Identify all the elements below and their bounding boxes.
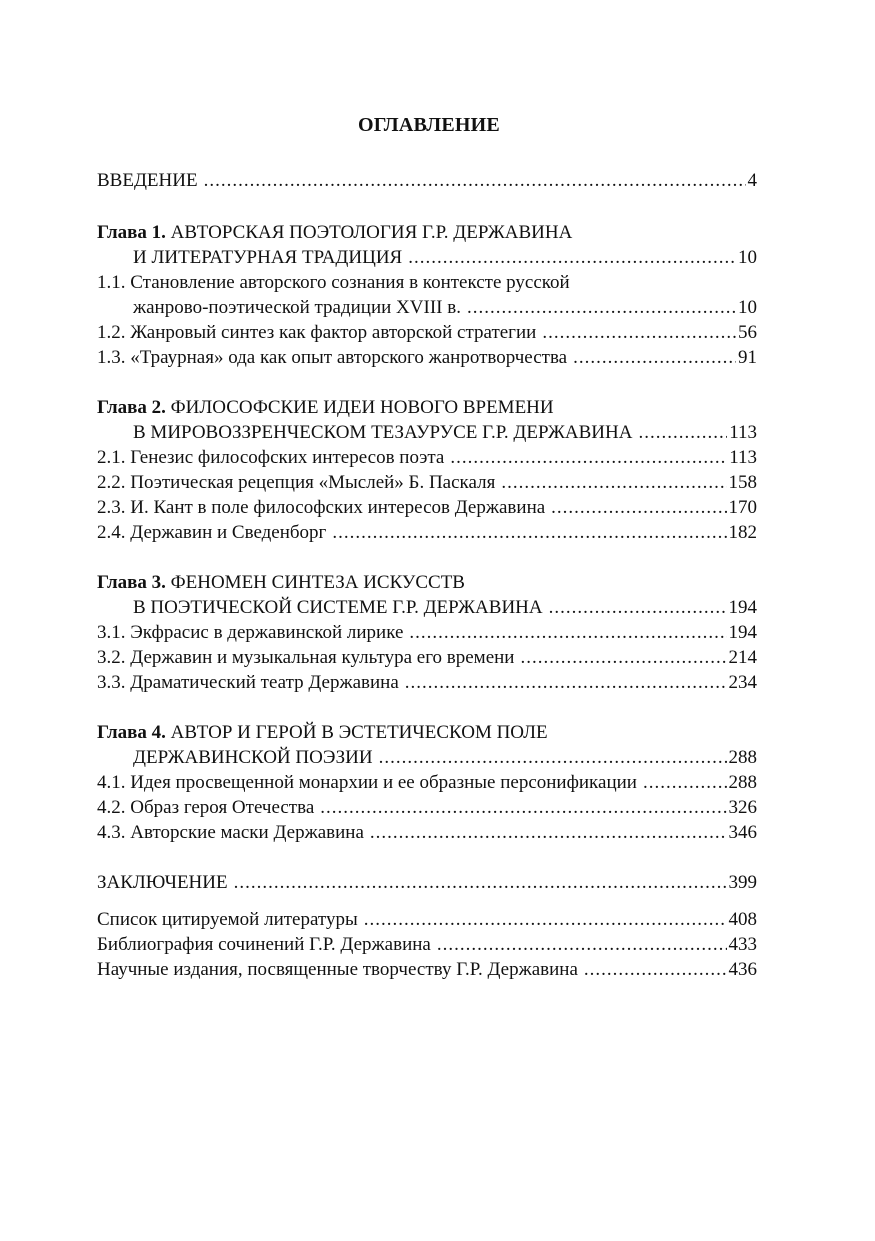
toc-entry-scholarly-editions[interactable] <box>97 957 757 982</box>
section-4-2[interactable] <box>97 795 757 820</box>
page-number: 234 <box>728 672 757 693</box>
section-3-1[interactable] <box>97 620 757 645</box>
page-number: 346 <box>728 822 757 843</box>
section-title: 4.2. Образ героя Отечества <box>97 797 315 818</box>
chapter-title-cont: В ПОЭТИЧЕСКОЙ СИСТЕМЕ Г.Р. ДЕРЖАВИНА <box>133 597 543 618</box>
section-3-2[interactable] <box>97 645 757 670</box>
chapter-label: Глава 3. <box>97 572 166 593</box>
page-number: 91 <box>738 347 757 368</box>
dot-leader <box>549 595 727 620</box>
section-2-3[interactable] <box>97 495 757 520</box>
page-number: 4 <box>747 170 757 191</box>
section-4-1[interactable] <box>97 770 757 795</box>
chapter-label: Глава 4. <box>97 722 166 743</box>
chapter-title-cont: В МИРОВОЗЗРЕНЧЕСКОМ ТЕЗАУРУСЕ Г.Р. ДЕРЖАВИНА <box>133 422 633 443</box>
chapter-4-heading-cont[interactable] <box>97 745 757 770</box>
section-4-3[interactable] <box>97 820 757 845</box>
chapter-3-heading-cont[interactable] <box>97 595 757 620</box>
page-number: 408 <box>728 909 757 930</box>
dot-leader <box>584 957 727 982</box>
section-1-1[interactable] <box>97 270 757 295</box>
page-number: 170 <box>728 497 757 518</box>
toc-entry-references[interactable] <box>97 907 757 932</box>
page-number: 56 <box>738 322 757 343</box>
page-number: 182 <box>728 522 757 543</box>
toc-entry-bibliography[interactable] <box>97 932 757 957</box>
toc-entry-conclusion[interactable] <box>97 870 757 895</box>
entry-label: ВВЕДЕНИЕ <box>97 170 198 191</box>
chapter-title: ФИЛОСОФСКИЕ ИДЕИ НОВОГО ВРЕМЕНИ <box>170 397 554 418</box>
entry-label: Научные издания, посвященные творчеству Г.Р. Державина <box>97 959 578 980</box>
page-title: ОГЛАВЛЕНИЕ <box>358 114 500 136</box>
dot-leader <box>234 870 727 895</box>
section-title: 2.2. Поэтическая рецепция «Мыслей» Б. Паскаля <box>97 472 496 493</box>
page-number: 158 <box>728 472 757 493</box>
chapter-label: Глава 1. <box>97 222 166 243</box>
dot-leader <box>501 470 726 495</box>
toc-entry-intro[interactable] <box>97 168 757 193</box>
entry-label: Библиография сочинений Г.Р. Державина <box>97 934 431 955</box>
page-number: 288 <box>728 747 757 768</box>
chapter-title: ФЕНОМЕН СИНТЕЗА ИСКУССТВ <box>170 572 465 593</box>
page-number: 436 <box>728 959 757 980</box>
dot-leader <box>332 520 726 545</box>
section-title: 2.1. Генезис философских интересов поэта <box>97 447 445 468</box>
dot-leader <box>408 245 736 270</box>
chapter-title: АВТОР И ГЕРОЙ В ЭСТЕТИЧЕСКОМ ПОЛЕ <box>170 722 548 743</box>
chapter-3-heading[interactable] <box>97 570 757 595</box>
dot-leader <box>643 770 727 795</box>
section-1-1-cont[interactable] <box>97 295 757 320</box>
dot-leader <box>379 745 727 770</box>
section-3-3[interactable] <box>97 670 757 695</box>
entry-label: ЗАКЛЮЧЕНИЕ <box>97 872 228 893</box>
section-title-cont: жанрово-поэтической традиции XVIII в. <box>133 297 461 318</box>
section-title: 1.1. Становление авторского сознания в контексте русской <box>97 272 570 293</box>
chapter-title-cont: И ЛИТЕРАТУРНАЯ ТРАДИЦИЯ <box>133 247 403 268</box>
dot-leader <box>370 820 727 845</box>
page-number: 326 <box>728 797 757 818</box>
dot-leader <box>551 495 726 520</box>
dot-leader <box>638 420 727 445</box>
dot-leader <box>204 168 746 193</box>
dot-leader <box>409 620 726 645</box>
section-2-2[interactable] <box>97 470 757 495</box>
entry-label: Список цитируемой литературы <box>97 909 358 930</box>
section-2-1[interactable] <box>97 445 757 470</box>
section-title: 1.3. «Траурная» ода как опыт авторского жанротворчества <box>97 347 568 368</box>
chapter-1-heading-cont[interactable] <box>97 245 757 270</box>
table-of-contents <box>97 168 757 982</box>
dot-leader <box>320 795 726 820</box>
section-title: 2.4. Державин и Сведенборг <box>97 522 327 543</box>
chapter-label: Глава 2. <box>97 397 166 418</box>
dot-leader <box>467 295 736 320</box>
section-1-3[interactable] <box>97 345 757 370</box>
chapter-2-heading[interactable] <box>97 395 757 420</box>
chapter-title-cont: ДЕРЖАВИНСКОЙ ПОЭЗИИ <box>133 747 373 768</box>
chapter-4-heading[interactable] <box>97 720 757 745</box>
page-number: 399 <box>728 872 757 893</box>
page-number: 113 <box>729 447 757 468</box>
dot-leader <box>437 932 727 957</box>
section-1-2[interactable] <box>97 320 757 345</box>
chapter-1-heading[interactable] <box>97 220 757 245</box>
section-title: 4.3. Авторские маски Державина <box>97 822 364 843</box>
chapter-2-heading-cont[interactable] <box>97 420 757 445</box>
section-title: 3.1. Экфрасис в державинской лирике <box>97 622 404 643</box>
page-number: 194 <box>728 622 757 643</box>
dot-leader <box>450 445 727 470</box>
page-number: 288 <box>728 772 757 793</box>
page-number: 433 <box>728 934 757 955</box>
section-2-4[interactable] <box>97 520 757 545</box>
page-number: 10 <box>738 247 757 268</box>
section-title: 3.2. Державин и музыкальная культура его времени <box>97 647 515 668</box>
section-title: 1.2. Жанровый синтез как фактор авторской стратегии <box>97 322 537 343</box>
page-number: 113 <box>729 422 757 443</box>
section-title: 3.3. Драматический театр Державина <box>97 672 399 693</box>
page-number: 214 <box>728 647 757 668</box>
dot-leader <box>405 670 727 695</box>
section-title: 4.1. Идея просвещенной монархии и ее образные персонификации <box>97 772 637 793</box>
page-number: 194 <box>728 597 757 618</box>
dot-leader <box>542 320 736 345</box>
dot-leader <box>520 645 726 670</box>
dot-leader <box>364 907 727 932</box>
chapter-title: АВТОРСКАЯ ПОЭТОЛОГИЯ Г.Р. ДЕРЖАВИНА <box>170 222 573 243</box>
section-title: 2.3. И. Кант в поле философских интересов Державина <box>97 497 546 518</box>
dot-leader <box>573 345 736 370</box>
page-number: 10 <box>738 297 757 318</box>
